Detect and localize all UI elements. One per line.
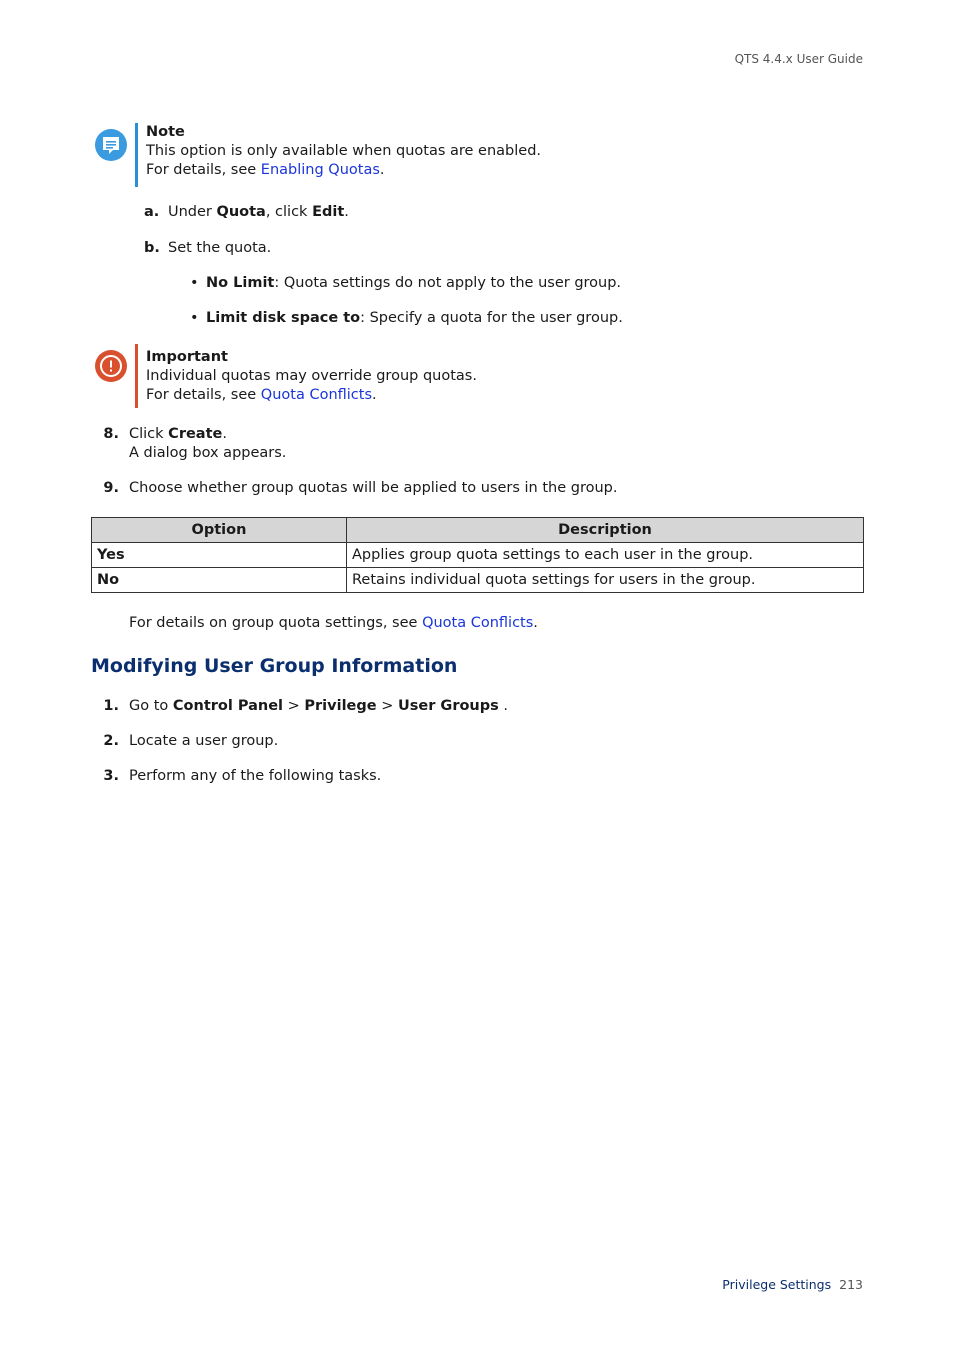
bullet-item [190,309,623,328]
column-header-description: Description [347,518,864,543]
description-cell: Retains individual quota settings for users in the group. [347,568,864,593]
important-body [146,348,477,405]
page-footer [722,1275,863,1294]
substep-a-num: a. [144,204,160,220]
step-8-num: 8. [103,426,119,442]
page-number: 213 [839,1277,863,1292]
important-title: Important [146,349,228,365]
note-title: Note [146,124,185,140]
substep-b-text: Set the quota. [168,240,272,256]
step-1 [93,697,508,716]
step-8-line2: A dialog box appears. [129,445,287,461]
important-line2 [146,386,477,405]
bullet-label: Limit disk space to [206,310,361,326]
important-line2-prefix: For details, see [146,387,261,403]
options-table [91,517,864,593]
enabling-quotas-link[interactable]: Enabling Quotas [260,162,380,178]
option-cell: No [92,568,347,593]
after-table-prefix: For details on group quota settings, see [129,615,423,631]
substep-b [144,239,271,258]
bullet-text: : Specify a quota for the user group. [360,310,623,326]
quota-conflicts-link[interactable]: Quota Conflicts [260,387,373,403]
step-2 [93,732,278,751]
after-table-suffix: . [533,615,538,631]
step-3-num: 3. [103,768,119,784]
note-line1: This option is only available when quotas are enabled. [146,143,542,159]
important-accent-bar [135,344,138,408]
bullet-dot: • [190,275,199,291]
bullet-text: : Quota settings do not apply to the user group. [274,275,622,291]
footer-section: Privilege Settings [722,1277,832,1292]
step-1-num: 1. [103,698,119,714]
note-body [146,123,541,180]
table-row [92,543,864,568]
bullet-item [190,274,621,293]
option-cell: Yes [92,543,347,568]
substep-a-text: Under Quota, click Edit. [168,204,349,220]
table-header-row [92,518,864,543]
step-2-text: Locate a user group. [129,733,279,749]
after-table-text [129,614,538,633]
substep-b-num: b. [144,240,160,256]
note-icon [95,129,127,161]
exclamation-icon [95,350,127,382]
step-9 [93,479,617,498]
bullet-label: No Limit [206,275,275,291]
step-3-text: Perform any of the following tasks. [129,768,382,784]
step-9-text: Choose whether group quotas will be applied to users in the group. [129,480,618,496]
step-1-text: Go to Control Panel > Privilege > User Groups . [129,698,508,714]
header-guide-title: QTS 4.4.x User Guide [734,52,863,66]
note-accent-bar [135,123,138,187]
substep-a [144,203,349,222]
note-line2-prefix: For details, see [146,162,261,178]
important-line1: Individual quotas may override group quotas. [146,368,477,384]
table-row [92,568,864,593]
description-cell: Applies group quota settings to each user in the group. [347,543,864,568]
step-8-text: Click Create. A dialog box appears. [129,426,287,461]
note-line2-suffix: . [379,162,385,178]
step-2-num: 2. [103,733,119,749]
step-3 [93,767,381,786]
note-line2 [146,161,541,180]
important-line2-suffix: . [372,387,377,403]
quota-conflicts-link[interactable]: Quota Conflicts [422,615,534,631]
step-8 [93,425,286,463]
section-title: Modifying User Group Information [91,655,458,677]
bullet-dot: • [190,310,199,326]
step-9-num: 9. [103,480,119,496]
column-header-option: Option [92,518,347,543]
